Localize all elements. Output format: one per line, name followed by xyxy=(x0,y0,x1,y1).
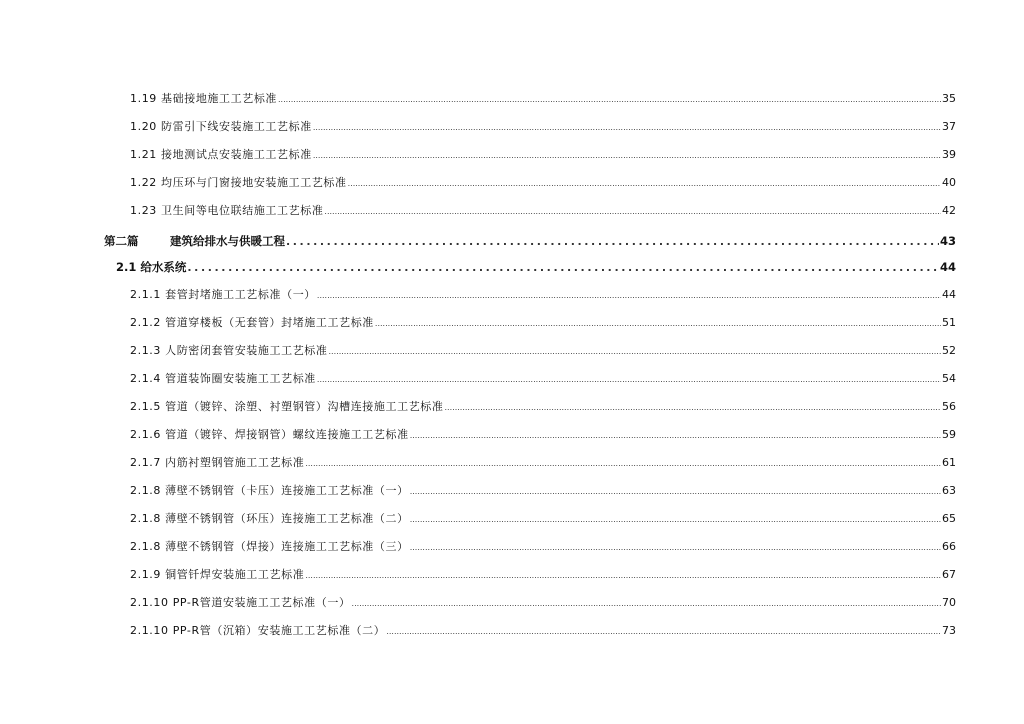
dot-leader xyxy=(313,123,941,132)
part-title: 建筑给排水与供暖工程 xyxy=(170,234,285,248)
entry-title: 基础接地施工工艺标准 xyxy=(161,92,278,105)
entry-page-number: 54 xyxy=(942,372,956,385)
section-page-number: 44 xyxy=(939,260,956,274)
entry-number: 2.1.2 xyxy=(130,316,161,329)
entry-number: 1.20 xyxy=(130,120,157,133)
entry-page-number: 61 xyxy=(942,456,956,469)
section-number: 2.1 xyxy=(116,260,137,274)
dot-leader xyxy=(410,543,941,552)
toc-entry[interactable] xyxy=(130,314,956,330)
dot-leader xyxy=(445,403,941,412)
toc-entry[interactable] xyxy=(130,286,956,302)
section-title: 给水系统 xyxy=(140,260,187,274)
dot-leader xyxy=(410,431,941,440)
entry-page-number: 35 xyxy=(942,92,956,105)
dot-leader xyxy=(352,599,941,608)
dot-leader xyxy=(313,151,941,160)
dot-leader xyxy=(410,515,941,524)
entry-number: 2.1.8 xyxy=(130,484,161,497)
entry-page-number: 39 xyxy=(942,148,956,161)
part-page-number: 43 xyxy=(939,234,956,248)
entry-number: 2.1.1 xyxy=(130,288,161,301)
toc-entry[interactable] xyxy=(130,454,956,470)
toc-entry[interactable] xyxy=(130,342,956,358)
dot-leader xyxy=(187,261,939,274)
entry-number: 1.23 xyxy=(130,204,157,217)
entry-title: 管道（镀锌、焊接钢管）螺纹连接施工工艺标准 xyxy=(165,428,409,441)
dot-leader xyxy=(348,179,941,188)
entry-page-number: 42 xyxy=(942,204,956,217)
entry-page-number: 51 xyxy=(942,316,956,329)
entry-page-number: 52 xyxy=(942,344,956,357)
toc-entry[interactable] xyxy=(130,90,956,106)
entry-title: 防雷引下线安装施工工艺标准 xyxy=(161,120,312,133)
dot-leader xyxy=(386,627,941,636)
toc-entry[interactable] xyxy=(130,398,956,414)
dot-leader xyxy=(324,207,941,216)
toc-entry[interactable] xyxy=(130,118,956,134)
dot-leader xyxy=(410,487,941,496)
entry-page-number: 59 xyxy=(942,428,956,441)
entry-page-number: 65 xyxy=(942,512,956,525)
dot-leader xyxy=(317,375,941,384)
entry-page-number: 44 xyxy=(942,288,956,301)
entry-number: 2.1.10 xyxy=(130,624,169,637)
entry-title: 薄壁不锈钢管（卡压）连接施工工艺标准（一） xyxy=(165,484,409,497)
entry-number: 1.21 xyxy=(130,148,157,161)
entry-number: 2.1.10 xyxy=(130,596,169,609)
part-number: 第二篇 xyxy=(104,234,139,248)
entry-title: 管道（镀锌、涂塑、衬塑钢管）沟槽连接施工工艺标准 xyxy=(165,400,444,413)
entry-title: 套管封堵施工工艺标准（一） xyxy=(165,288,316,301)
entry-title: 卫生间等电位联结施工工艺标准 xyxy=(161,204,324,217)
dot-leader xyxy=(286,235,939,248)
entry-page-number: 56 xyxy=(942,400,956,413)
entry-number: 2.1.8 xyxy=(130,540,161,553)
entry-number: 2.1.4 xyxy=(130,372,161,385)
entry-title: 均压环与门窗接地安装施工工艺标准 xyxy=(161,176,347,189)
entry-title: 管道穿楼板（无套管）封堵施工工艺标准 xyxy=(165,316,374,329)
entry-title: 人防密闭套管安装施工工艺标准 xyxy=(165,344,328,357)
entry-page-number: 70 xyxy=(942,596,956,609)
entry-page-number: 73 xyxy=(942,624,956,637)
toc-part-heading[interactable] xyxy=(104,233,956,249)
toc-entry[interactable] xyxy=(130,370,956,386)
entry-title: 接地测试点安装施工工艺标准 xyxy=(161,148,312,161)
dot-leader xyxy=(278,95,941,104)
entry-title: 铜管钎焊安装施工工艺标准 xyxy=(165,568,305,581)
entry-number: 2.1.7 xyxy=(130,456,161,469)
entry-title: PP-R管（沉箱）安装施工工艺标准（二） xyxy=(172,624,386,637)
entry-title: 薄壁不锈钢管（环压）连接施工工艺标准（二） xyxy=(165,512,409,525)
entry-number: 2.1.8 xyxy=(130,512,161,525)
toc-entry[interactable] xyxy=(130,426,956,442)
toc-entry[interactable] xyxy=(130,202,956,218)
toc-entry[interactable] xyxy=(130,510,956,526)
toc-section-heading[interactable] xyxy=(116,259,956,275)
dot-leader xyxy=(317,291,941,300)
entry-title: PP-R管道安装施工工艺标准（一） xyxy=(172,596,351,609)
entry-page-number: 67 xyxy=(942,568,956,581)
entry-page-number: 66 xyxy=(942,540,956,553)
entry-number: 2.1.9 xyxy=(130,568,161,581)
toc-entry[interactable] xyxy=(130,594,956,610)
toc-entry[interactable] xyxy=(130,538,956,554)
entry-page-number: 63 xyxy=(942,484,956,497)
dot-leader xyxy=(305,571,941,580)
toc-entry[interactable] xyxy=(130,174,956,190)
entry-page-number: 40 xyxy=(942,176,956,189)
dot-leader xyxy=(305,459,941,468)
toc-entry[interactable] xyxy=(130,482,956,498)
entry-number: 2.1.3 xyxy=(130,344,161,357)
entry-number: 1.22 xyxy=(130,176,157,189)
toc-entry[interactable] xyxy=(130,146,956,162)
toc-entry[interactable] xyxy=(130,622,956,638)
toc-entry[interactable] xyxy=(130,566,956,582)
dot-leader xyxy=(329,347,941,356)
entry-number: 2.1.5 xyxy=(130,400,161,413)
entry-number: 1.19 xyxy=(130,92,157,105)
entry-title: 薄壁不锈钢管（焊接）连接施工工艺标准（三） xyxy=(165,540,409,553)
dot-leader xyxy=(375,319,941,328)
entry-title: 管道装饰圈安装施工工艺标准 xyxy=(165,372,316,385)
entry-title: 内筋衬塑钢管施工工艺标准 xyxy=(165,456,305,469)
entry-number: 2.1.6 xyxy=(130,428,161,441)
entry-page-number: 37 xyxy=(942,120,956,133)
